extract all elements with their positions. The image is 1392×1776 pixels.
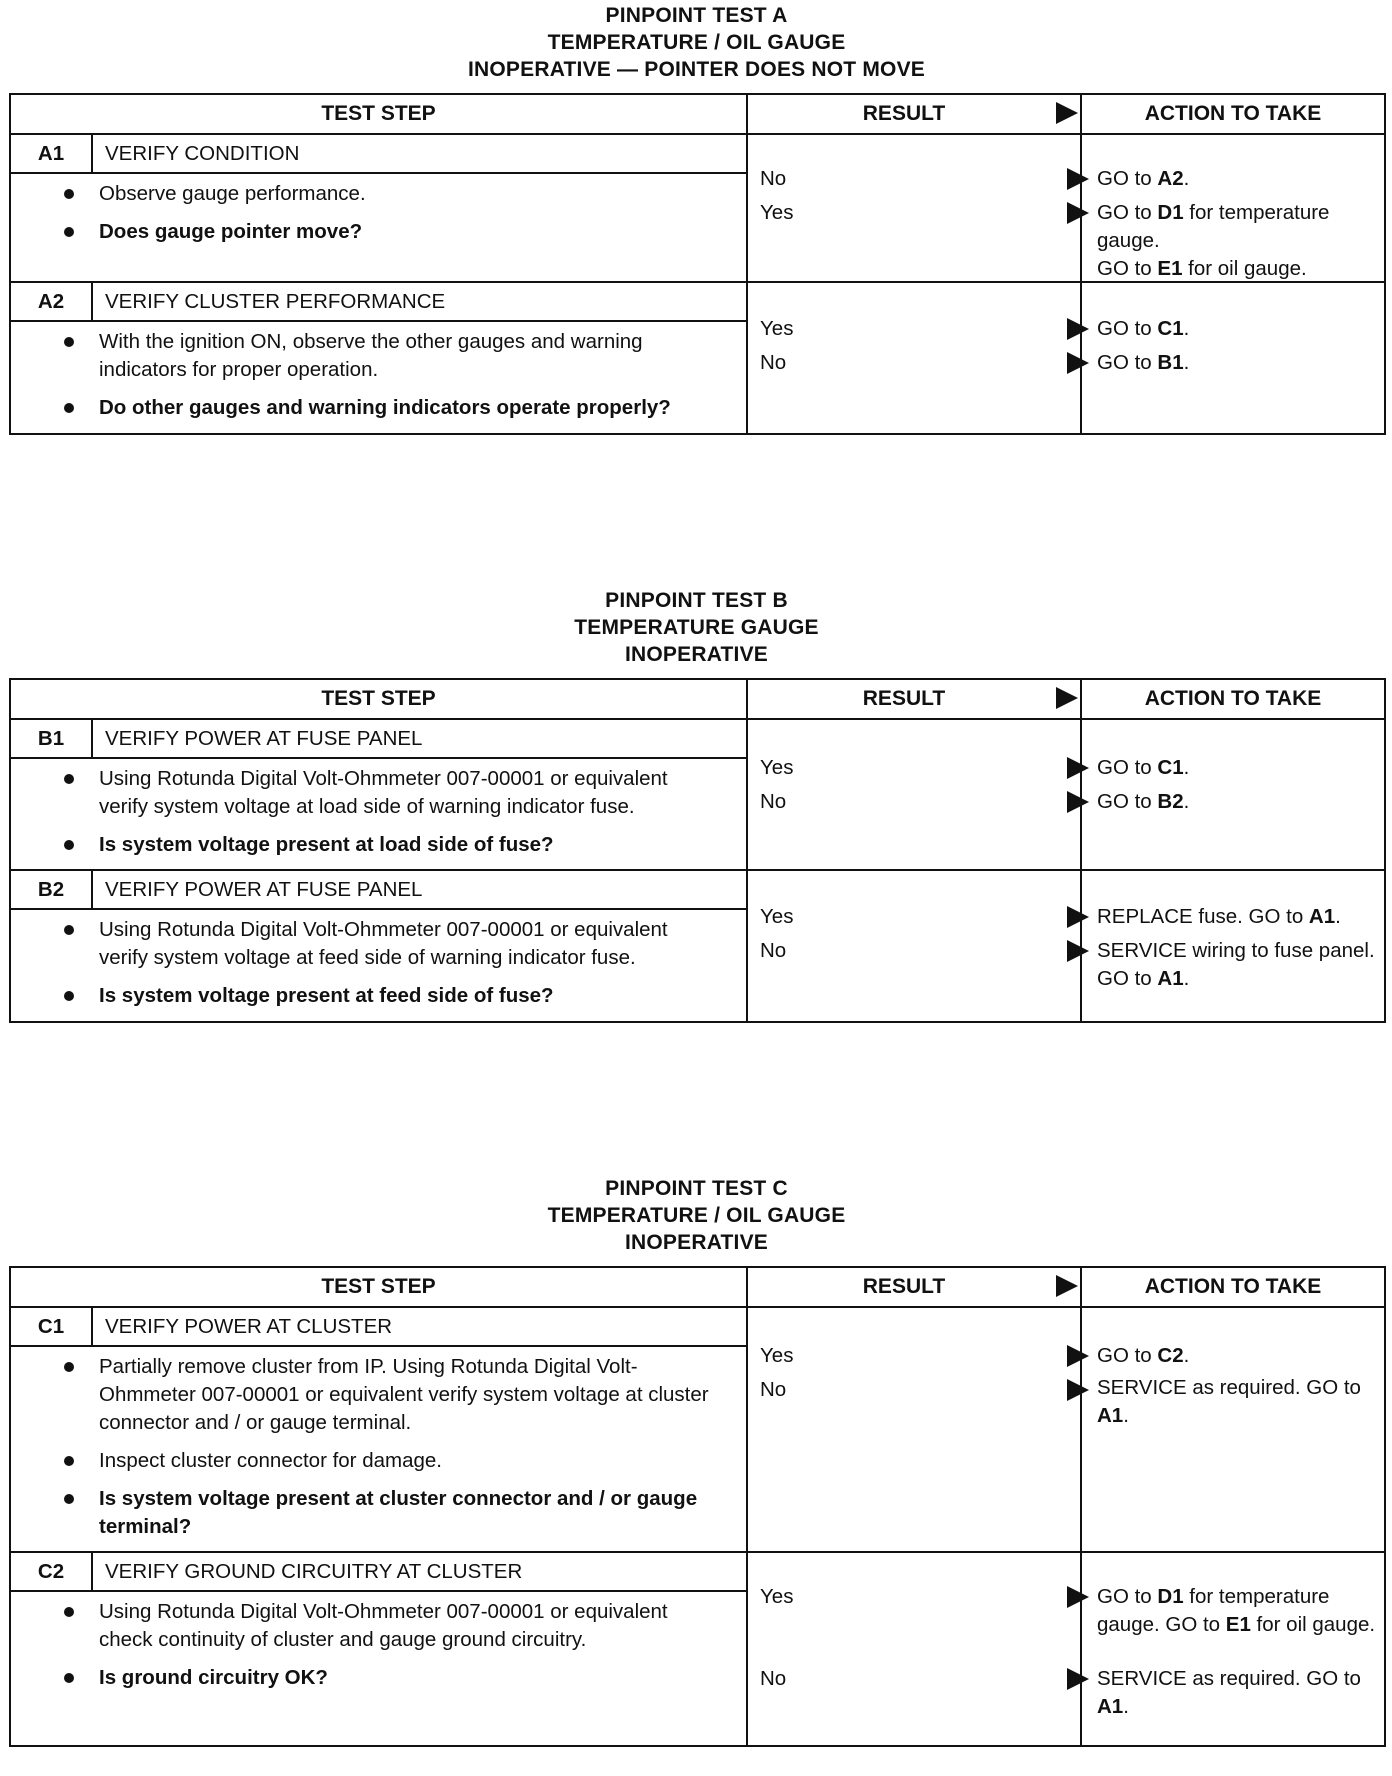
header-result	[747, 94, 1081, 134]
step-reference: E1	[1225, 1613, 1251, 1636]
header-action: ACTION TO TAKE	[1081, 1267, 1385, 1307]
result-line	[760, 754, 793, 782]
action-fragment: .	[1183, 1344, 1190, 1367]
action-fragment: GO to	[1097, 1344, 1158, 1367]
result-label: Yes	[760, 317, 794, 340]
step-reference: A2	[1157, 167, 1184, 190]
action-fragment: .	[1183, 967, 1190, 990]
header-result	[747, 679, 1081, 719]
step-id: A1	[11, 135, 93, 172]
result-label: Yes	[760, 905, 794, 928]
bullet-icon	[64, 1362, 74, 1372]
instruction-item	[99, 1485, 716, 1541]
action-text	[1097, 1583, 1380, 1639]
step-reference: C2	[1157, 1344, 1184, 1367]
step-cell	[10, 1552, 747, 1746]
test-title	[9, 587, 1384, 668]
header-result	[747, 1267, 1081, 1307]
step-header	[11, 283, 746, 322]
action-fragment: SERVICE wiring to fuse panel. GO to	[1097, 939, 1375, 990]
step-row	[10, 282, 1385, 434]
action-fragment: GO to	[1097, 1585, 1158, 1608]
step-instructions	[11, 322, 746, 432]
step-reference: B2	[1157, 790, 1184, 813]
result-label: No	[760, 939, 787, 962]
pinpoint-test-block	[9, 587, 1384, 1023]
arrow-right-icon	[1056, 687, 1078, 709]
result-line	[760, 937, 786, 965]
instruction-item	[99, 1598, 716, 1654]
action-fragment: GO to	[1097, 756, 1158, 779]
action-fragment: for oil gauge.	[1182, 257, 1307, 280]
step-row	[10, 870, 1385, 1022]
instruction-text: Does gauge pointer move?	[99, 220, 363, 243]
bullet-icon	[64, 337, 74, 347]
bullet-icon	[64, 991, 74, 1001]
result-label: Yes	[760, 201, 794, 224]
header-result-label: RESULT	[862, 102, 946, 125]
result-label: No	[760, 1378, 787, 1401]
action-fragment: .	[1183, 167, 1190, 190]
bullet-icon	[64, 403, 74, 413]
action-fragment: .	[1183, 317, 1190, 340]
test-title-line: INOPERATIVE	[625, 1231, 768, 1254]
result-line	[760, 903, 793, 931]
action-fragment: .	[1123, 1695, 1129, 1718]
action-text	[1097, 199, 1380, 283]
test-title-line: TEMPERATURE / OIL GAUGE	[547, 1204, 846, 1227]
instruction-item	[99, 218, 716, 246]
step-id: C2	[11, 1553, 93, 1590]
result-line	[760, 199, 793, 227]
action-fragment: GO to	[1097, 167, 1158, 190]
step-header	[11, 871, 746, 910]
step-cell	[10, 870, 747, 1022]
instruction-item	[99, 982, 716, 1010]
result-cell	[747, 134, 1081, 282]
arrow-right-icon	[1056, 102, 1078, 124]
step-reference: C1	[1157, 756, 1184, 779]
action-fragment: GO to	[1097, 257, 1158, 280]
action-cell	[1081, 1307, 1385, 1552]
action-fragment: GO to	[1097, 201, 1158, 224]
bullet-icon	[64, 1456, 74, 1466]
header-test-step: TEST STEP	[10, 679, 747, 719]
result-label: No	[760, 790, 787, 813]
action-fragment: .	[1123, 1404, 1129, 1427]
result-label: No	[760, 167, 787, 190]
result-cell	[747, 1307, 1081, 1552]
step-name: VERIFY POWER AT FUSE PANEL	[105, 877, 423, 901]
bullet-icon	[64, 1607, 74, 1617]
pinpoint-test-block	[9, 2, 1384, 435]
instruction-text: Is ground circuitry OK?	[99, 1666, 328, 1689]
step-row	[10, 719, 1385, 870]
action-text	[1097, 937, 1380, 993]
action-fragment: GO to	[1097, 317, 1158, 340]
action-cell	[1081, 1552, 1385, 1746]
result-line	[760, 315, 793, 343]
action-fragment: SERVICE as required. GO to	[1097, 1376, 1361, 1399]
bullet-icon	[64, 925, 74, 935]
test-title-line: PINPOINT TEST B	[605, 589, 788, 612]
result-cell	[747, 719, 1081, 870]
instruction-text: Using Rotunda Digital Volt-Ohmmeter 007-00001 or equivalent check continuity of cluster and gauge ground circuitry.	[99, 1600, 668, 1651]
test-table	[9, 678, 1386, 1023]
step-reference: A1	[1097, 1404, 1124, 1427]
result-line	[760, 1583, 793, 1611]
instruction-item	[99, 1447, 716, 1475]
instruction-text: Is system voltage present at feed side of fuse?	[99, 984, 554, 1007]
step-reference: A1	[1157, 967, 1184, 990]
action-fragment: .	[1183, 790, 1190, 813]
test-title	[9, 2, 1384, 83]
result-line	[760, 788, 786, 816]
test-title	[9, 1175, 1384, 1256]
header-test-step: TEST STEP	[10, 94, 747, 134]
action-fragment: GO to	[1097, 790, 1158, 813]
test-table	[9, 93, 1386, 435]
header-action: ACTION TO TAKE	[1081, 679, 1385, 719]
result-line	[760, 349, 786, 377]
step-instructions	[11, 1347, 746, 1551]
step-row	[10, 134, 1385, 282]
action-fragment: .	[1335, 905, 1341, 928]
action-fragment: .	[1183, 351, 1190, 374]
header-result-label: RESULT	[862, 687, 946, 710]
instruction-text: Using Rotunda Digital Volt-Ohmmeter 007-00001 or equivalent verify system voltage at feed side of warning indicator fuse.	[99, 918, 668, 969]
action-text	[1097, 788, 1380, 816]
step-reference: A1	[1308, 905, 1336, 928]
step-cell	[10, 719, 747, 870]
arrow-right-icon	[1056, 1275, 1078, 1297]
header-result-label: RESULT	[862, 1275, 946, 1298]
result-line	[760, 1376, 786, 1404]
action-fragment: SERVICE as required. GO to	[1097, 1667, 1361, 1690]
step-instructions	[11, 1592, 746, 1702]
bullet-icon	[64, 1494, 74, 1504]
instruction-item	[99, 916, 716, 972]
action-fragment: GO to	[1097, 351, 1158, 374]
result-line	[760, 165, 786, 193]
action-fragment: .	[1183, 756, 1190, 779]
result-label: No	[760, 1667, 787, 1690]
action-text	[1097, 1374, 1380, 1430]
instruction-text: Do other gauges and warning indicators operate properly?	[99, 396, 671, 419]
step-id: B1	[11, 720, 93, 757]
instruction-text: With the ignition ON, observe the other gauges and warning indicators for proper operation.	[99, 330, 643, 381]
step-instructions	[11, 910, 746, 1020]
test-title-line: PINPOINT TEST A	[605, 4, 788, 27]
step-header	[11, 135, 746, 174]
bullet-icon	[64, 840, 74, 850]
step-name: VERIFY CLUSTER PERFORMANCE	[105, 289, 446, 313]
action-cell	[1081, 282, 1385, 434]
header-row	[10, 94, 1385, 134]
test-title-line: TEMPERATURE GAUGE	[574, 616, 819, 639]
step-row	[10, 1552, 1385, 1746]
result-cell	[747, 1552, 1081, 1746]
action-text	[1097, 754, 1380, 782]
result-label: Yes	[760, 1585, 794, 1608]
result-line	[760, 1665, 786, 1693]
header-row	[10, 679, 1385, 719]
instruction-item	[99, 328, 716, 384]
step-name: VERIFY POWER AT FUSE PANEL	[105, 726, 423, 750]
instruction-item	[99, 831, 716, 859]
action-text	[1097, 349, 1380, 377]
pinpoint-test-block	[9, 1175, 1384, 1747]
action-cell	[1081, 719, 1385, 870]
step-name: VERIFY CONDITION	[105, 141, 300, 165]
step-id: C1	[11, 1308, 93, 1345]
step-reference: A1	[1097, 1695, 1124, 1718]
action-fragment: for temperature gauge.	[1097, 201, 1330, 252]
action-text	[1097, 1665, 1380, 1721]
bullet-icon	[64, 774, 74, 784]
instruction-text: Inspect cluster connector for damage.	[99, 1449, 442, 1472]
instruction-item	[99, 1664, 716, 1692]
instruction-item	[99, 765, 716, 821]
result-cell	[747, 870, 1081, 1022]
header-action: ACTION TO TAKE	[1081, 94, 1385, 134]
instruction-item	[99, 394, 716, 422]
test-title-line: TEMPERATURE / OIL GAUGE	[547, 31, 846, 54]
bullet-icon	[64, 189, 74, 199]
result-line	[760, 1342, 793, 1370]
action-text	[1097, 165, 1380, 193]
result-label: Yes	[760, 756, 794, 779]
action-fragment: for temperature gauge. GO to	[1097, 1585, 1330, 1636]
step-cell	[10, 1307, 747, 1552]
step-instructions	[11, 759, 746, 869]
action-fragment: for oil gauge.	[1250, 1613, 1376, 1636]
header-row	[10, 1267, 1385, 1307]
bullet-icon	[64, 227, 74, 237]
step-reference: D1	[1157, 1585, 1184, 1608]
step-name: VERIFY GROUND CIRCUITRY AT CLUSTER	[105, 1559, 523, 1583]
step-header	[11, 1553, 746, 1592]
step-reference: D1	[1157, 201, 1184, 224]
instruction-item	[99, 1353, 716, 1437]
instruction-text: Observe gauge performance.	[99, 182, 366, 205]
action-text	[1097, 903, 1380, 931]
result-label: No	[760, 351, 787, 374]
step-reference: C1	[1157, 317, 1184, 340]
test-title-line: INOPERATIVE — POINTER DOES NOT MOVE	[468, 58, 925, 81]
result-cell	[747, 282, 1081, 434]
instruction-text: Is system voltage present at load side of fuse?	[99, 833, 554, 856]
step-header	[11, 1308, 746, 1347]
step-cell	[10, 134, 747, 282]
result-label: Yes	[760, 1344, 794, 1367]
instruction-text: Using Rotunda Digital Volt-Ohmmeter 007-00001 or equivalent verify system voltage at load side of warning indicator fuse.	[99, 767, 668, 818]
action-cell	[1081, 870, 1385, 1022]
step-id: A2	[11, 283, 93, 320]
step-id: B2	[11, 871, 93, 908]
step-instructions	[11, 174, 746, 256]
action-text	[1097, 1342, 1380, 1370]
bullet-icon	[64, 1673, 74, 1683]
test-title-line: INOPERATIVE	[625, 643, 768, 666]
step-cell	[10, 282, 747, 434]
step-reference: E1	[1157, 257, 1183, 280]
step-reference: B1	[1157, 351, 1184, 374]
step-row	[10, 1307, 1385, 1552]
header-test-step: TEST STEP	[10, 1267, 747, 1307]
action-cell	[1081, 134, 1385, 282]
action-fragment: REPLACE fuse. GO to	[1097, 905, 1309, 928]
step-header	[11, 720, 746, 759]
test-table	[9, 1266, 1386, 1747]
instruction-item	[99, 180, 716, 208]
action-text	[1097, 315, 1380, 343]
test-title-line: PINPOINT TEST C	[605, 1177, 788, 1200]
instruction-text: Is system voltage present at cluster connector and / or gauge terminal?	[99, 1487, 698, 1538]
instruction-text: Partially remove cluster from IP. Using Rotunda Digital Volt-Ohmmeter 007-00001 or equivalent verify system voltage at cluster connector and / or gauge terminal.	[99, 1355, 709, 1434]
step-name: VERIFY POWER AT CLUSTER	[105, 1314, 393, 1338]
